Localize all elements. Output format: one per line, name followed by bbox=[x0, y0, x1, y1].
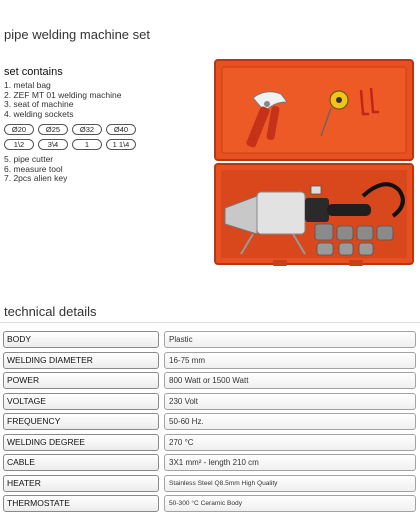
spec-label: CABLE bbox=[3, 454, 159, 471]
spec-label: THERMOSTATE bbox=[3, 495, 159, 512]
set-contents-list bbox=[4, 81, 121, 119]
set-contains-heading: set contains bbox=[4, 66, 63, 78]
spec-label: WELDING DEGREE bbox=[3, 434, 159, 451]
table-row bbox=[3, 434, 416, 451]
spec-table bbox=[3, 331, 416, 516]
spec-value: 3X1 mm² - length 210 cm bbox=[164, 454, 416, 471]
socket-chip: 1 bbox=[72, 139, 102, 150]
technical-details-heading: technical details bbox=[4, 304, 97, 319]
spec-label: HEATER bbox=[3, 475, 159, 492]
socket-chip: 1 1\4 bbox=[106, 139, 136, 150]
socket-chip: Ø40 bbox=[106, 124, 136, 135]
socket-chip: 1\2 bbox=[4, 139, 34, 150]
spec-label: BODY bbox=[3, 331, 159, 348]
spec-label: VOLTAGE bbox=[3, 393, 159, 410]
table-row bbox=[3, 331, 416, 348]
socket-chip: 3\4 bbox=[38, 139, 68, 150]
list-item: 5. pipe cutter bbox=[4, 154, 54, 164]
socket-chip: Ø32 bbox=[72, 124, 102, 135]
list-item: 2. ZEF MT 01 welding machine bbox=[4, 89, 122, 100]
spec-value: 270 °C bbox=[164, 434, 416, 451]
table-row bbox=[3, 352, 416, 369]
table-row bbox=[3, 413, 416, 430]
spec-value: 50-300 °C Ceramic Body bbox=[164, 495, 416, 512]
socket-chip: Ø20 bbox=[4, 124, 34, 135]
page-title: pipe welding machine set bbox=[4, 27, 150, 42]
table-row bbox=[3, 372, 416, 389]
spec-label: WELDING DIAMETER bbox=[3, 352, 159, 369]
product-photo bbox=[213, 58, 415, 268]
list-item: 6. measure tool bbox=[4, 163, 63, 174]
spec-value: 50-60 Hz. bbox=[164, 413, 416, 430]
spec-value: 800 Watt or 1500 Watt bbox=[164, 372, 416, 389]
spec-value: 230 Volt bbox=[164, 393, 416, 410]
table-row bbox=[3, 454, 416, 471]
list-item: 4. welding sockets bbox=[4, 108, 74, 119]
list-item: 1. metal bag bbox=[4, 80, 51, 90]
spec-value: Stainless Steel Q8.5mm High Quality bbox=[164, 475, 416, 492]
table-row bbox=[3, 495, 416, 512]
spec-value: Plastic bbox=[164, 331, 416, 348]
spec-label: POWER bbox=[3, 372, 159, 389]
list-item: 3. seat of machine bbox=[4, 99, 74, 109]
socket-chip: Ø25 bbox=[38, 124, 68, 135]
set-contents-list-continued bbox=[4, 155, 67, 184]
spec-value: 16-75 mm bbox=[164, 352, 416, 369]
table-row bbox=[3, 475, 416, 492]
socket-size-grid bbox=[4, 124, 138, 150]
divider bbox=[0, 322, 420, 323]
spec-label: FREQUENCY bbox=[3, 413, 159, 430]
list-item: 7. 2pcs alien key bbox=[4, 173, 68, 183]
table-row bbox=[3, 393, 416, 410]
